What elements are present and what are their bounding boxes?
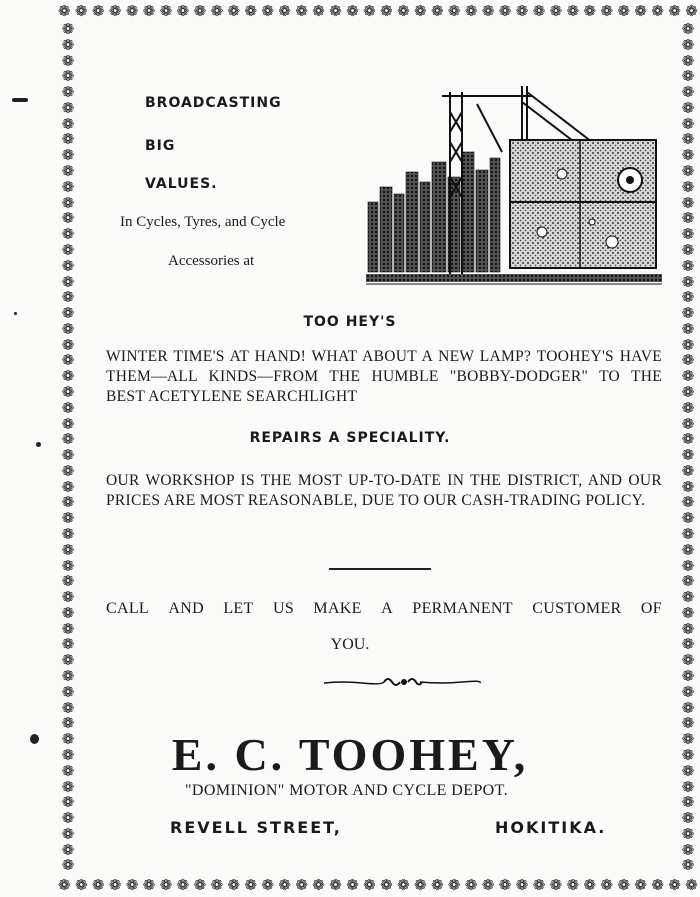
flower-ring-icon: ❁ <box>681 588 695 607</box>
flower-ring-icon: ❁ <box>74 1 88 20</box>
flower-ring-icon: ❁ <box>61 272 75 291</box>
flower-ring-icon: ❁ <box>278 1 291 20</box>
flower-ring-icon: ❁ <box>61 414 75 433</box>
street-address: REVELL STREET, <box>170 818 342 837</box>
flower-ring-icon: ❁ <box>61 572 75 591</box>
flower-ring-icon: ❁ <box>61 714 75 733</box>
flower-ring-icon: ❁ <box>668 1 681 20</box>
flower-ring-icon: ❁ <box>193 1 207 20</box>
flower-ring-icon: ❁ <box>681 414 695 433</box>
flower-ring-icon: ❁ <box>549 1 563 20</box>
flower-ring-icon: ❁ <box>681 22 695 38</box>
flower-ring-icon: ❁ <box>681 335 695 354</box>
flower-ring-icon: ❁ <box>261 875 275 894</box>
flower-ring-icon: ❁ <box>295 875 308 894</box>
flower-ring-icon: ❁ <box>74 875 88 894</box>
flower-ring-icon: ❁ <box>532 1 546 20</box>
flower-ring-icon: ❁ <box>681 824 695 843</box>
flower-ring-icon: ❁ <box>58 875 71 894</box>
flower-ring-icon: ❁ <box>61 619 75 638</box>
flower-ring-icon: ❁ <box>58 1 71 20</box>
call-word: AND <box>168 600 204 617</box>
flower-ring-icon: ❁ <box>159 1 173 20</box>
flower-ring-icon: ❁ <box>61 635 75 654</box>
flower-ring-icon: ❁ <box>681 809 695 828</box>
flower-ring-icon: ❁ <box>61 209 75 228</box>
flower-ring-icon: ❁ <box>312 1 325 20</box>
flower-ring-icon: ❁ <box>600 875 614 894</box>
flower-ring-icon: ❁ <box>61 588 75 607</box>
flower-ring-icon: ❁ <box>363 875 376 894</box>
flower-ring-icon: ❁ <box>61 824 75 843</box>
flower-ring-icon: ❁ <box>61 809 75 828</box>
flower-ring-icon: ❁ <box>61 83 75 102</box>
ornamental-border-top <box>58 0 698 22</box>
flower-ring-icon: ❁ <box>61 667 75 686</box>
flower-ring-icon: ❁ <box>681 256 695 275</box>
flower-ring-icon: ❁ <box>61 745 75 764</box>
flower-ring-icon: ❁ <box>681 730 695 749</box>
scan-speck <box>12 98 28 102</box>
flower-ring-icon: ❁ <box>61 335 75 354</box>
flower-ring-icon: ❁ <box>61 22 75 38</box>
flower-ring-icon: ❁ <box>681 761 695 780</box>
flower-ring-icon: ❁ <box>61 351 75 370</box>
flower-ring-icon: ❁ <box>681 177 695 196</box>
flower-ring-icon: ❁ <box>681 382 695 401</box>
flower-ring-icon: ❁ <box>681 619 695 638</box>
flower-ring-icon: ❁ <box>61 67 75 86</box>
flower-ring-icon: ❁ <box>91 875 105 894</box>
flower-ring-icon: ❁ <box>61 446 75 465</box>
flower-ring-icon: ❁ <box>583 1 597 20</box>
flower-ring-icon: ❁ <box>125 1 139 20</box>
flower-ring-icon: ❁ <box>329 875 342 894</box>
flower-ring-icon: ❁ <box>125 875 139 894</box>
call-word: LET <box>223 600 254 617</box>
flower-ring-icon: ❁ <box>549 875 563 894</box>
radio-tower-city-illustration <box>362 82 664 292</box>
flower-ring-icon: ❁ <box>532 875 546 894</box>
flower-ring-icon: ❁ <box>681 193 695 212</box>
flower-ring-icon: ❁ <box>651 875 664 894</box>
flower-ring-icon: ❁ <box>681 130 695 149</box>
flower-ring-icon: ❁ <box>634 1 647 20</box>
flower-ring-icon: ❁ <box>61 304 75 323</box>
flower-ring-icon: ❁ <box>681 698 695 717</box>
call-word: A <box>381 600 393 617</box>
flower-ring-icon: ❁ <box>681 667 695 686</box>
flower-ring-icon: ❁ <box>61 256 75 275</box>
flower-ring-icon: ❁ <box>681 509 695 528</box>
flower-ring-icon: ❁ <box>244 1 258 20</box>
flower-ring-icon: ❁ <box>414 875 427 894</box>
flower-ring-icon: ❁ <box>681 651 695 670</box>
flower-ring-icon: ❁ <box>430 1 444 20</box>
call-word: CUSTOMER <box>532 600 622 617</box>
flower-ring-icon: ❁ <box>261 1 275 20</box>
flower-ring-icon: ❁ <box>681 83 695 102</box>
flower-ring-icon: ❁ <box>681 272 695 291</box>
flower-ring-icon: ❁ <box>380 875 393 894</box>
heading-values: VALUES. <box>145 176 218 192</box>
flower-ring-icon: ❁ <box>583 875 597 894</box>
scan-speck <box>30 734 39 744</box>
flower-ring-icon: ❁ <box>61 288 75 307</box>
flower-ring-icon: ❁ <box>481 875 495 894</box>
flower-ring-icon: ❁ <box>329 1 342 20</box>
flower-ring-icon: ❁ <box>142 875 156 894</box>
flower-ring-icon: ❁ <box>481 1 495 20</box>
flower-ring-icon: ❁ <box>346 875 359 894</box>
flower-ring-icon: ❁ <box>464 1 478 20</box>
flower-ring-icon: ❁ <box>61 493 75 512</box>
flower-ring-icon: ❁ <box>159 875 173 894</box>
flower-ring-icon: ❁ <box>498 1 512 20</box>
flower-ring-icon: ❁ <box>681 540 695 559</box>
flower-ring-icon: ❁ <box>681 351 695 370</box>
flower-ring-icon: ❁ <box>681 67 695 86</box>
flower-ring-icon: ❁ <box>447 1 461 20</box>
flower-ring-icon: ❁ <box>108 875 122 894</box>
flower-ring-icon: ❁ <box>61 540 75 559</box>
flower-ring-icon: ❁ <box>61 761 75 780</box>
flower-ring-icon: ❁ <box>681 525 695 543</box>
flower-ring-icon: ❁ <box>210 875 224 894</box>
depot-name: "DOMINION" MOTOR AND CYCLE DEPOT. <box>185 782 509 799</box>
ornamental-border-bottom <box>58 874 698 896</box>
scan-speck <box>14 312 17 315</box>
call-word: OF <box>640 600 662 617</box>
divider-rule <box>329 568 431 570</box>
flower-ring-icon: ❁ <box>61 777 75 796</box>
flower-ring-icon: ❁ <box>397 875 410 894</box>
flower-ring-icon: ❁ <box>61 730 75 749</box>
call-word: CALL <box>106 600 149 617</box>
flower-ring-icon: ❁ <box>681 430 695 449</box>
flower-ring-icon: ❁ <box>91 1 105 20</box>
flower-ring-icon: ❁ <box>681 240 695 259</box>
flower-ring-icon: ❁ <box>681 714 695 733</box>
flower-ring-icon: ❁ <box>61 651 75 670</box>
flower-ring-icon: ❁ <box>210 1 224 20</box>
flower-ring-icon: ❁ <box>397 1 410 20</box>
flower-ring-icon: ❁ <box>464 875 478 894</box>
flower-ring-icon: ❁ <box>685 875 698 894</box>
flower-ring-icon: ❁ <box>61 35 75 54</box>
flower-ring-icon: ❁ <box>515 875 529 894</box>
intro-line-2: Accessories at <box>168 253 255 269</box>
flower-ring-icon: ❁ <box>61 682 75 701</box>
flower-ring-icon: ❁ <box>651 1 664 20</box>
flower-ring-icon: ❁ <box>193 875 207 894</box>
flower-ring-icon: ❁ <box>61 603 75 622</box>
flower-ring-icon: ❁ <box>61 556 75 575</box>
call-line <box>106 600 662 618</box>
flower-ring-icon: ❁ <box>681 745 695 764</box>
flower-ring-icon: ❁ <box>681 603 695 622</box>
flower-ring-icon: ❁ <box>380 1 393 20</box>
flower-ring-icon: ❁ <box>61 193 75 212</box>
flower-ring-icon: ❁ <box>61 461 75 480</box>
flower-ring-icon: ❁ <box>681 777 695 796</box>
flower-ring-icon: ❁ <box>414 1 427 20</box>
flower-ring-icon: ❁ <box>61 225 75 244</box>
flower-ring-icon: ❁ <box>108 1 122 20</box>
flower-ring-icon: ❁ <box>61 856 75 874</box>
heading-big: BIG <box>145 138 176 154</box>
flower-ring-icon: ❁ <box>681 572 695 591</box>
flower-ring-icon: ❁ <box>61 240 75 259</box>
flower-ring-icon: ❁ <box>61 162 75 181</box>
shop-heading: TOO HEY'S <box>303 314 397 330</box>
flower-ring-icon: ❁ <box>681 146 695 165</box>
town-name: HOKITIKA. <box>495 818 607 837</box>
flower-ring-icon: ❁ <box>142 1 156 20</box>
flower-ring-icon: ❁ <box>227 875 241 894</box>
proprietor-name: E. C. TOOHEY, <box>171 729 529 780</box>
flower-ring-icon: ❁ <box>61 114 75 133</box>
flower-ring-icon: ❁ <box>681 493 695 512</box>
flower-ring-icon: ❁ <box>346 1 359 20</box>
flower-ring-icon: ❁ <box>681 635 695 654</box>
scan-speck <box>36 442 41 447</box>
flower-ring-icon: ❁ <box>681 793 695 812</box>
flower-ring-icon: ❁ <box>681 209 695 228</box>
flower-ring-icon: ❁ <box>61 130 75 149</box>
flower-ring-icon: ❁ <box>244 875 258 894</box>
flower-ring-icon: ❁ <box>681 162 695 181</box>
flower-ring-icon: ❁ <box>61 477 75 496</box>
flower-ring-icon: ❁ <box>681 682 695 701</box>
flower-ring-icon: ❁ <box>681 367 695 386</box>
call-word: US <box>272 600 295 617</box>
flower-ring-icon: ❁ <box>617 875 631 894</box>
flower-ring-icon: ❁ <box>61 509 75 528</box>
flower-ring-icon: ❁ <box>61 382 75 401</box>
flower-ring-icon: ❁ <box>634 875 647 894</box>
repairs-heading: REPAIRS A SPECIALITY. <box>249 430 451 446</box>
heading-broadcasting: BROADCASTING <box>145 95 282 111</box>
flower-ring-icon: ❁ <box>61 146 75 165</box>
call-word: MAKE <box>313 600 362 617</box>
flower-ring-icon: ❁ <box>681 556 695 575</box>
flower-ring-icon: ❁ <box>681 398 695 417</box>
flower-ring-icon: ❁ <box>61 98 75 117</box>
call-word: PERMANENT <box>412 600 513 617</box>
flower-ring-icon: ❁ <box>61 319 75 338</box>
flourish-ornament <box>322 675 482 689</box>
flower-ring-icon: ❁ <box>685 1 698 20</box>
flower-ring-icon: ❁ <box>176 875 190 894</box>
flower-ring-icon: ❁ <box>312 875 325 894</box>
flower-ring-icon: ❁ <box>430 875 444 894</box>
flower-ring-icon: ❁ <box>227 1 241 20</box>
flower-ring-icon: ❁ <box>515 1 529 20</box>
flower-ring-icon: ❁ <box>681 51 695 70</box>
flower-ring-icon: ❁ <box>61 398 75 417</box>
flower-ring-icon: ❁ <box>681 461 695 480</box>
flower-ring-icon: ❁ <box>295 1 308 20</box>
winter-lamp-paragraph: WINTER TIME'S AT HAND! WHAT ABOUT A NEW LAMP? TOOHEY'S HAVE THEM—ALL KINDS—FROM THE HUMBLE "BOBBY-DODGER" TO THE BEST ACETYLENE SEARCHLIGHT <box>106 348 662 405</box>
flower-ring-icon: ❁ <box>61 840 75 859</box>
flower-ring-icon: ❁ <box>681 840 695 859</box>
flower-ring-icon: ❁ <box>681 856 695 874</box>
flower-ring-icon: ❁ <box>278 875 291 894</box>
flower-ring-icon: ❁ <box>61 367 75 386</box>
flower-ring-icon: ❁ <box>61 525 75 543</box>
flower-ring-icon: ❁ <box>617 1 631 20</box>
flower-ring-icon: ❁ <box>61 430 75 449</box>
flower-ring-icon: ❁ <box>61 793 75 812</box>
flower-ring-icon: ❁ <box>668 875 681 894</box>
flower-ring-icon: ❁ <box>566 1 580 20</box>
flower-ring-icon: ❁ <box>176 1 190 20</box>
flower-ring-icon: ❁ <box>681 288 695 307</box>
call-line-end: YOU. <box>330 636 370 653</box>
flower-ring-icon: ❁ <box>681 225 695 244</box>
flower-ring-icon: ❁ <box>498 875 512 894</box>
flower-ring-icon: ❁ <box>61 51 75 70</box>
flower-ring-icon: ❁ <box>447 875 461 894</box>
flower-ring-icon: ❁ <box>61 177 75 196</box>
flower-ring-icon: ❁ <box>681 477 695 496</box>
workshop-paragraph: OUR WORKSHOP IS THE MOST UP-TO-DATE IN THE DISTRICT, AND OUR PRICES ARE MOST REASONABLE, DUE TO OUR CASH-TRADING POLICY. <box>106 472 662 509</box>
flower-ring-icon: ❁ <box>681 446 695 465</box>
flower-ring-icon: ❁ <box>681 114 695 133</box>
flower-ring-icon: ❁ <box>681 319 695 338</box>
flower-ring-icon: ❁ <box>363 1 376 20</box>
flower-ring-icon: ❁ <box>566 875 580 894</box>
flower-ring-icon: ❁ <box>681 35 695 54</box>
flower-ring-icon: ❁ <box>681 98 695 117</box>
flower-ring-icon: ❁ <box>600 1 614 20</box>
flower-ring-icon: ❁ <box>681 304 695 323</box>
flower-ring-icon: ❁ <box>61 698 75 717</box>
intro-line-1: In Cycles, Tyres, and Cycle <box>120 214 286 230</box>
